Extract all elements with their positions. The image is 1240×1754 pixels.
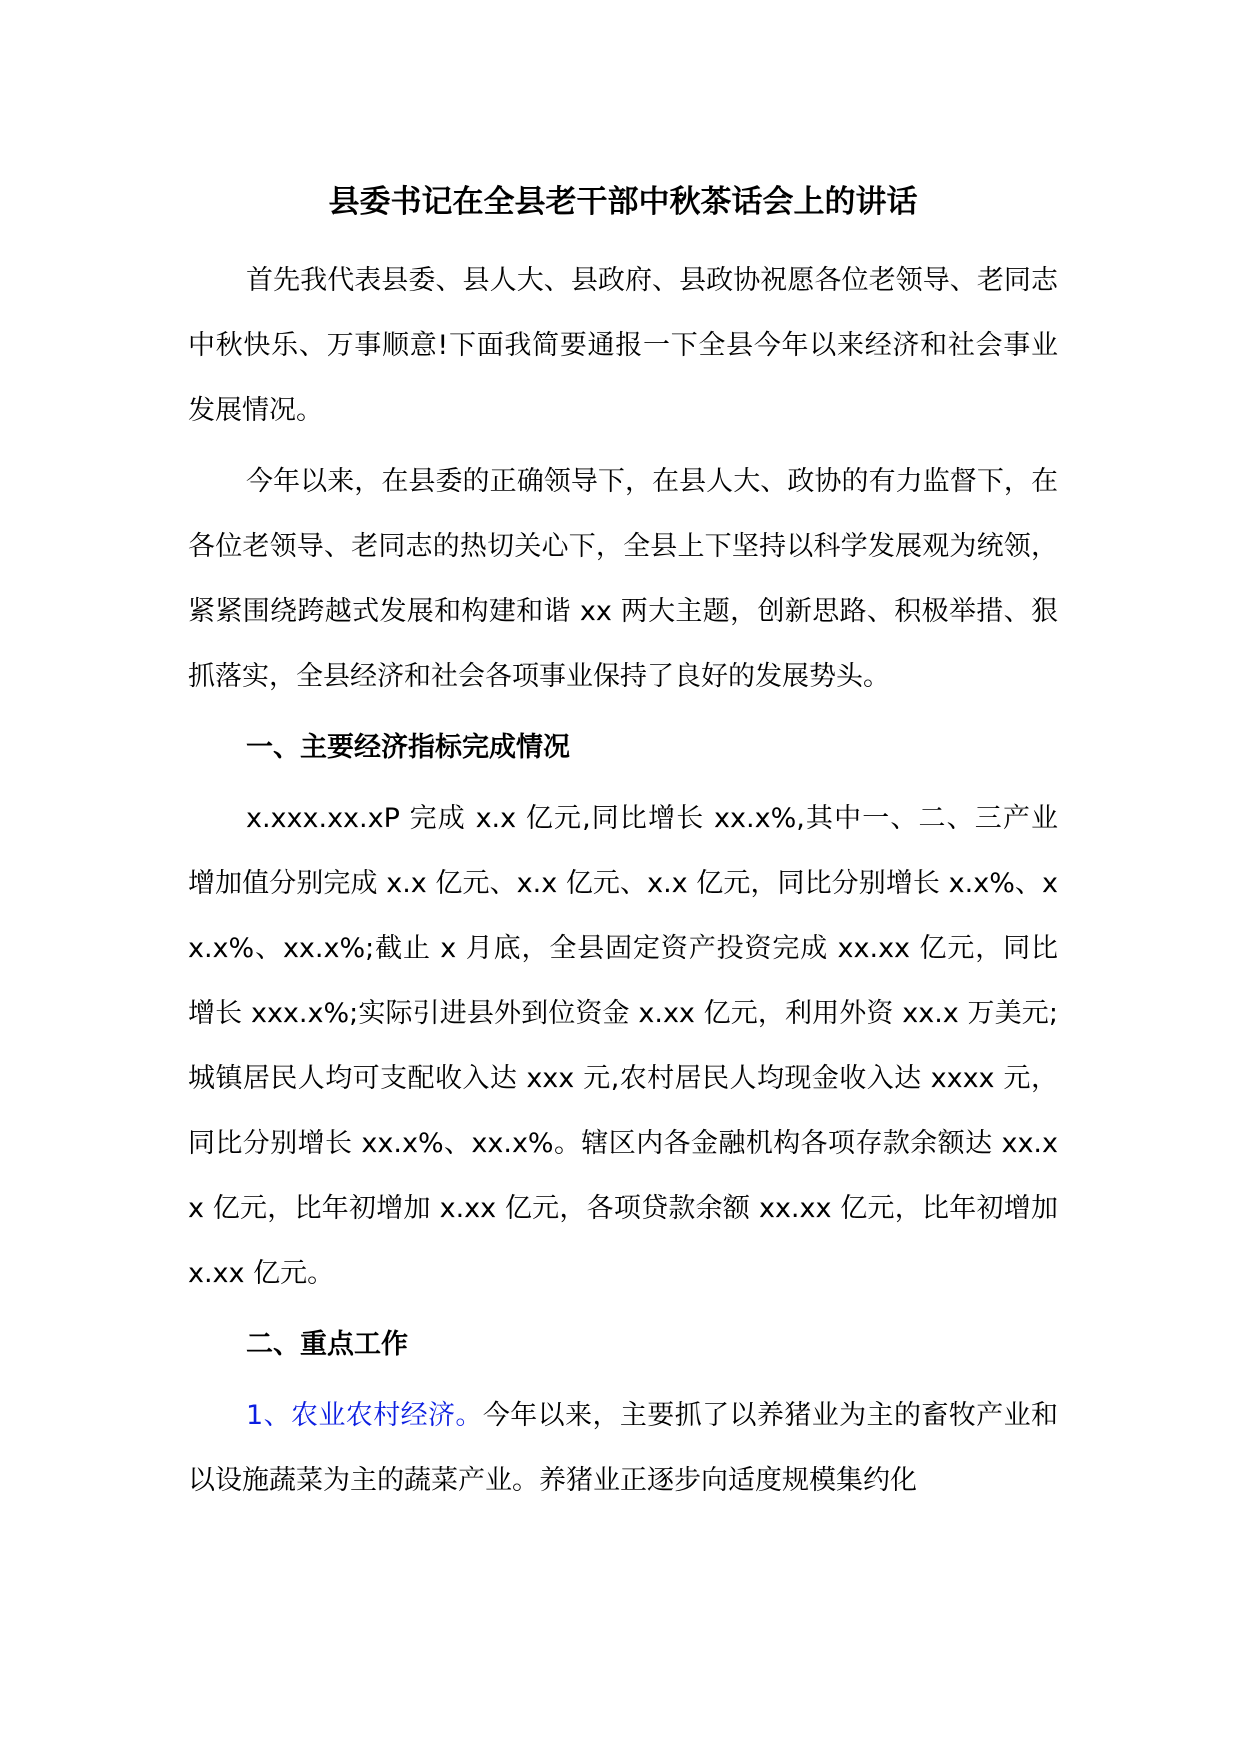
agriculture-body: 今年以来，主要抓了以养猪业为主的畜牧产业和以设施蔬菜为主的蔬菜产业。养猪业正逐步向适度规模集约化	[188, 1400, 1058, 1496]
opening-paragraph: 首先我代表县委、县人大、县政府、县政协祝愿各位老领导、老同志中秋快乐、万事顺意!下面我简要通报一下全县今年以来经济和社会事业发展情况。	[188, 265, 1058, 426]
document-body	[188, 174, 1058, 1519]
economic-indicators-paragraph: x.xxx.xx.xP 完成 x.x 亿元,同比增长 xx.x%,其中一、二、三产业增加值分别完成 x.x 亿元、x.x 亿元、x.x 亿元，同比分别增长 x.x%、xx.x%、xx.x%;截止 x 月底，全县固定资产投资完成 xx.xx 亿元，同比增长 xxx.x%;实际引进县外到位资金 x.xx 亿元，利用外资 xx.x 万美元;城镇居民人均可支配收入达 xxx 元,农村居民人均现金收入达 xxxx 元，同比分别增长 xx.x%、xx.x%。辖区内各金融机构各项存款余额达 xx.xx 亿元，比年初增加 x.xx 亿元，各项贷款余额 xx.xx 亿元，比年初增加 x.xx 亿元。	[188, 803, 1058, 1289]
section-heading-economic-indicators: 一、主要经济指标完成情况	[246, 732, 570, 763]
agriculture-lead: 1、农业农村经济。	[246, 1400, 483, 1431]
document-title: 县委书记在全县老干部中秋茶话会上的讲话	[328, 184, 918, 220]
agriculture-paragraph	[188, 1383, 1058, 1513]
section-heading-key-work: 二、重点工作	[246, 1329, 408, 1360]
overview-paragraph: 今年以来，在县委的正确领导下，在县人大、政协的有力监督下，在各位老领导、老同志的热切关心下，全县上下坚持以科学发展观为统领，紧紧围绕跨越式发展和构建和谐 xx 两大主题，创新思路、积极举措、狠抓落实，全县经济和社会各项事业保持了良好的发展势头。	[188, 466, 1058, 692]
